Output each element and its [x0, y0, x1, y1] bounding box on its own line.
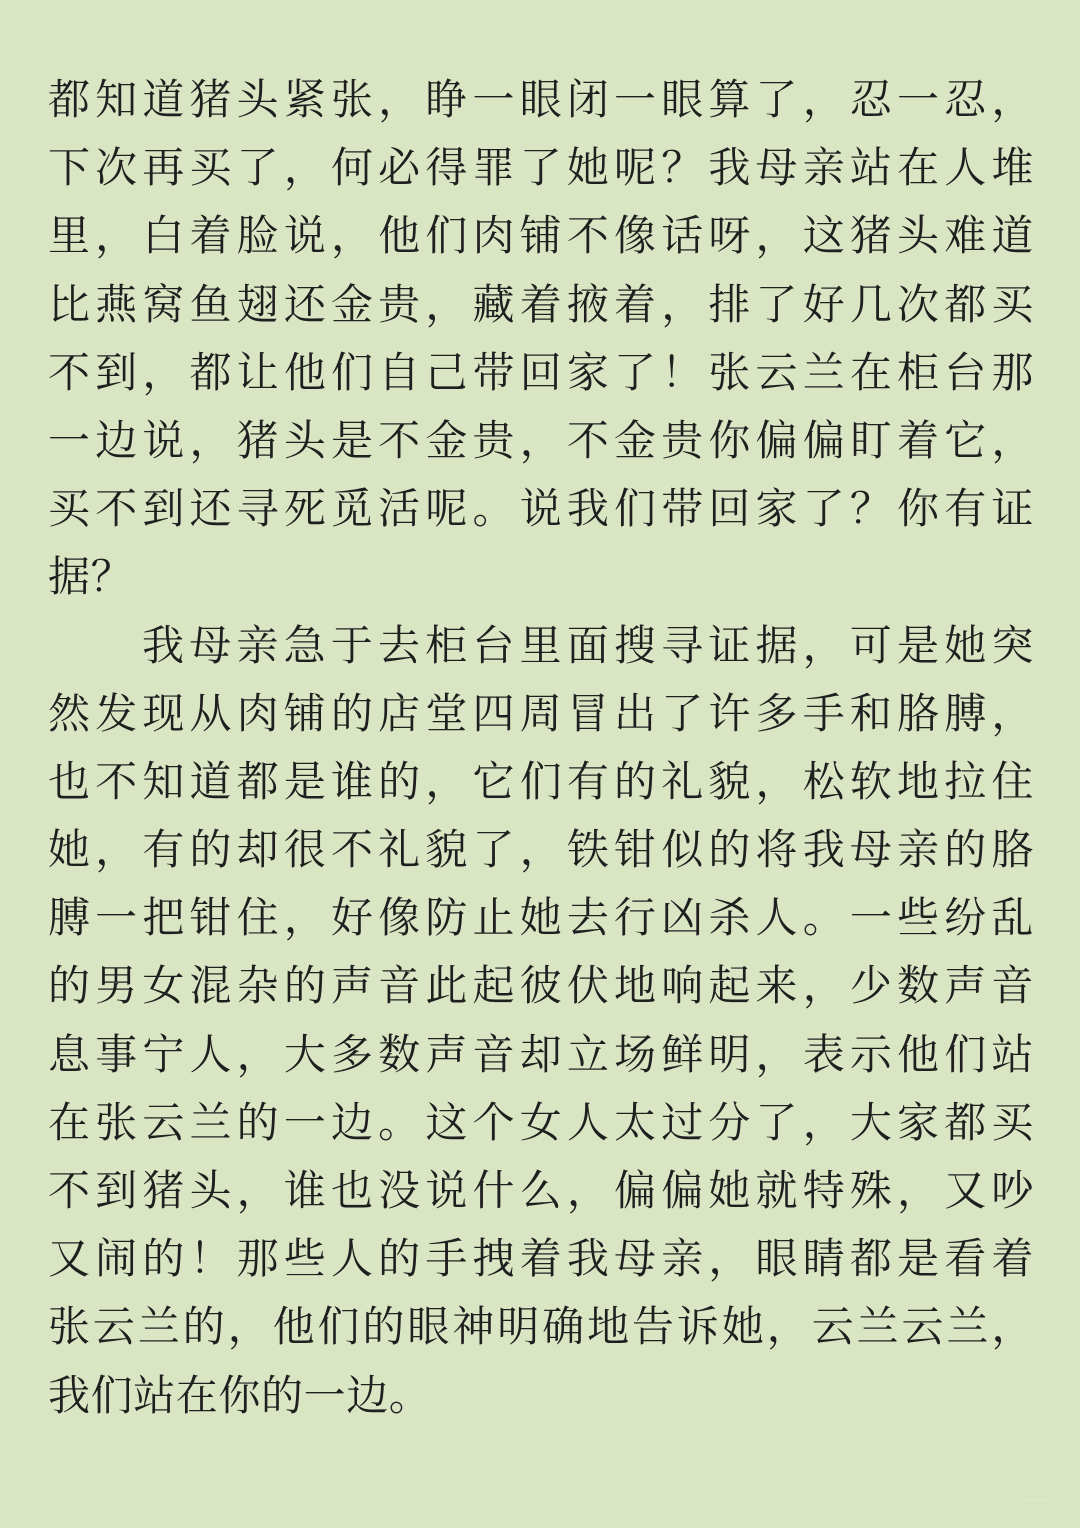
text-line: 的男女混杂的声音此起彼伏地响起来，少数声音	[48, 961, 1034, 1011]
text-line: 她，有的却很不礼貌了，铁钳似的将我母亲的胳	[48, 825, 1034, 875]
text-line: 买不到还寻死觅活呢。说我们带回家了？你有证	[48, 484, 1034, 534]
text-line: 膊一把钳住，好像防止她去行凶杀人。一些纷乱	[48, 893, 1034, 943]
text-line: 一边说，猪头是不金贵，不金贵你偏偏盯着它，	[48, 415, 1034, 465]
text-line: 张云兰的，他们的眼神明确地告诉她，云兰云兰，	[48, 1302, 1034, 1352]
text-line: 我母亲急于去柜台里面搜寻证据，可是她突	[142, 620, 1034, 670]
text-line: 又闹的！那些人的手拽着我母亲，眼睛都是看着	[48, 1234, 1034, 1284]
text-line: 不到猪头，谁也没说什么，偏偏她就特殊，又吵	[48, 1166, 1034, 1215]
text-line: 下次再买了，何必得罪了她呢？我母亲站在人堆	[48, 143, 1034, 193]
text-line: 然发现从肉铺的店堂四周冒出了许多手和胳膊，	[48, 688, 1034, 738]
text-line: 据？	[48, 552, 134, 602]
text-line: 都知道猪头紧张，睁一眼闭一眼算了，忍一忍，	[48, 75, 1034, 124]
body-text	[48, 66, 1034, 1430]
text-line: 我们站在你的一边。	[48, 1370, 432, 1420]
text-line: 在张云兰的一边。这个女人太过分了，大家都买	[48, 1097, 1034, 1147]
text-line: 也不知道都是谁的，它们有的礼貌，松软地拉住	[48, 756, 1034, 806]
text-line: 里，白着脸说，他们肉铺不像话呀，这猪头难道	[48, 211, 1034, 261]
text-line: 息事宁人，大多数声音却立场鲜明，表示他们站	[48, 1029, 1034, 1079]
text-line: 比燕窝鱼翅还金贵，藏着掖着，排了好几次都买	[48, 279, 1034, 329]
watermark-icon	[1020, 1496, 1054, 1508]
text-line: 不到，都让他们自己带回家了！张云兰在柜台那	[48, 347, 1034, 397]
